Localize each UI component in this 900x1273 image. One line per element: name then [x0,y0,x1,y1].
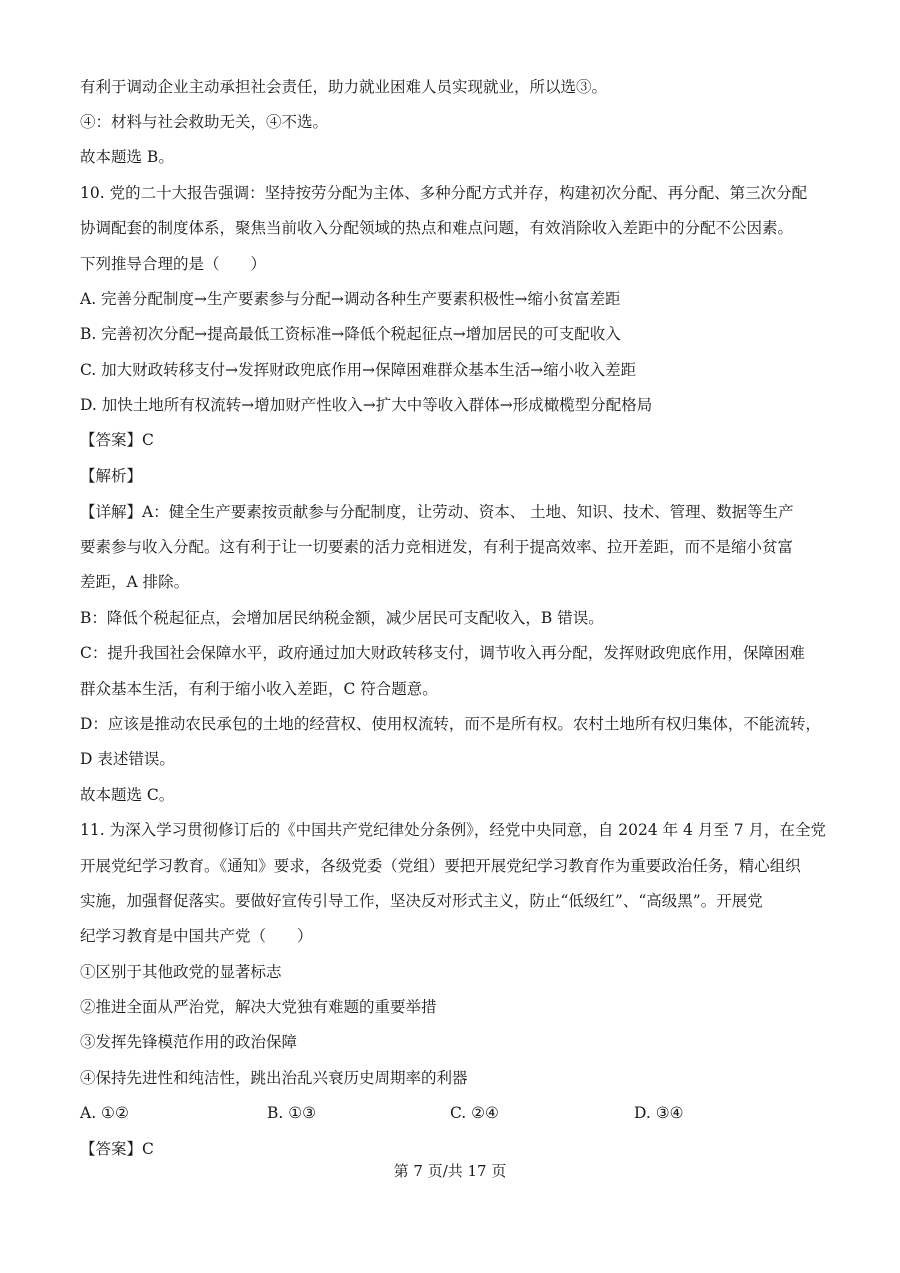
statement-1: ①区别于其他政党的显著标志 [80,963,282,981]
option-c: C. 加大财政转移支付→发挥财政兜底作用→保障困难群众基本生活→缩小收入差距 [80,361,637,379]
detail-text: D：应该是推动农民承包的土地的经营权、使用权流转，而不是所有权。农村土地所有权归集体，不能流转， [80,715,821,733]
detail-text: D 表述错误。 [80,750,175,768]
text-line: 故本题选 B。 [80,148,174,166]
question-11-stem: 开展党纪学习教育。《通知》要求，各级党委（党组）要把开展党纪学习教育作为重要政治任务，精心组织 [80,857,801,875]
analysis-label: 【解析】 [80,467,143,485]
question-11-stem: 纪学习教育是中国共产党（ ） [80,927,313,945]
detail-text: C：提升我国社会保障水平，政府通过加大财政转移支付，调节收入再分配，发挥财政兜底作用，保障困难 [80,644,805,662]
detail-text: 【详解】A：健全生产要素按贡献参与分配制度，让劳动、资本、 土地、知识、技术、管理、数据等生产 [80,503,794,521]
question-11-stem: 实施，加强督促落实。要做好宣传引导工作，坚决反对形式主义，防止“低级红”、“高级黑”。开展党 [80,892,763,910]
q11-option-b: B. ①③ [267,1104,317,1122]
q11-option-d: D. ③④ [634,1104,684,1122]
detail-text: 要素参与收入分配。这有利于让一切要素的活力竞相迸发，有利于提高效率、拉开差距，而不是缩小贫富 [80,538,794,556]
detail-text: B：降低个税起征点，会增加居民纳税金额，减少居民可支配收入，B 错误。 [80,609,604,627]
option-b: B. 完善初次分配→提高最低工资标准→降低个税起征点→增加居民的可支配收入 [80,325,621,343]
question-11-stem: 11. 为深入学习贯彻修订后的《中国共产党纪律处分条例》，经党中央同意，自 2024 年 4 月至 7 月，在全党 [80,821,827,839]
text-line: ④：材料与社会救助无关，④不选。 [80,113,329,131]
question-10-stem: 10. 党的二十大报告强调：坚持按劳分配为主体、多种分配方式并存，构建初次分配、再分配、第三次分配 [80,184,808,202]
detail-text: 差距，A 排除。 [80,573,190,591]
page-footer: 第 7 页/共 17 页 [393,1162,507,1180]
conclusion-text: 故本题选 C。 [80,786,175,804]
question-10-stem: 协调配套的制度体系，聚焦当前收入分配领域的热点和难点问题，有效消除收入差距中的分配不公因素。 [80,219,794,237]
answer-label: 【答案】C [80,431,154,449]
answer-label: 【答案】C [80,1140,154,1158]
option-a: A. 完善分配制度→生产要素参与分配→调动各种生产要素积极性→缩小贫富差距 [80,290,621,308]
q11-option-a: A. ①② [80,1104,129,1122]
q11-option-c: C. ②④ [450,1104,499,1122]
statement-2: ②推进全面从严治党，解决大党独有难题的重要举措 [80,998,437,1016]
option-d: D. 加快土地所有权流转→增加财产性收入→扩大中等收入群体→形成橄榄型分配格局 [80,396,653,414]
statement-4: ④保持先进性和纯洁性，跳出治乱兴衰历史周期率的利器 [80,1069,468,1087]
question-10-prompt: 下列推导合理的是（ ） [80,255,267,273]
text-line: 有利于调动企业主动承担社会责任，助力就业困难人员实现就业，所以选③。 [80,78,608,96]
detail-text: 群众基本生活，有利于缩小收入差距，C 符合题意。 [80,680,438,698]
statement-3: ③发挥先锋模范作用的政治保障 [80,1033,298,1051]
